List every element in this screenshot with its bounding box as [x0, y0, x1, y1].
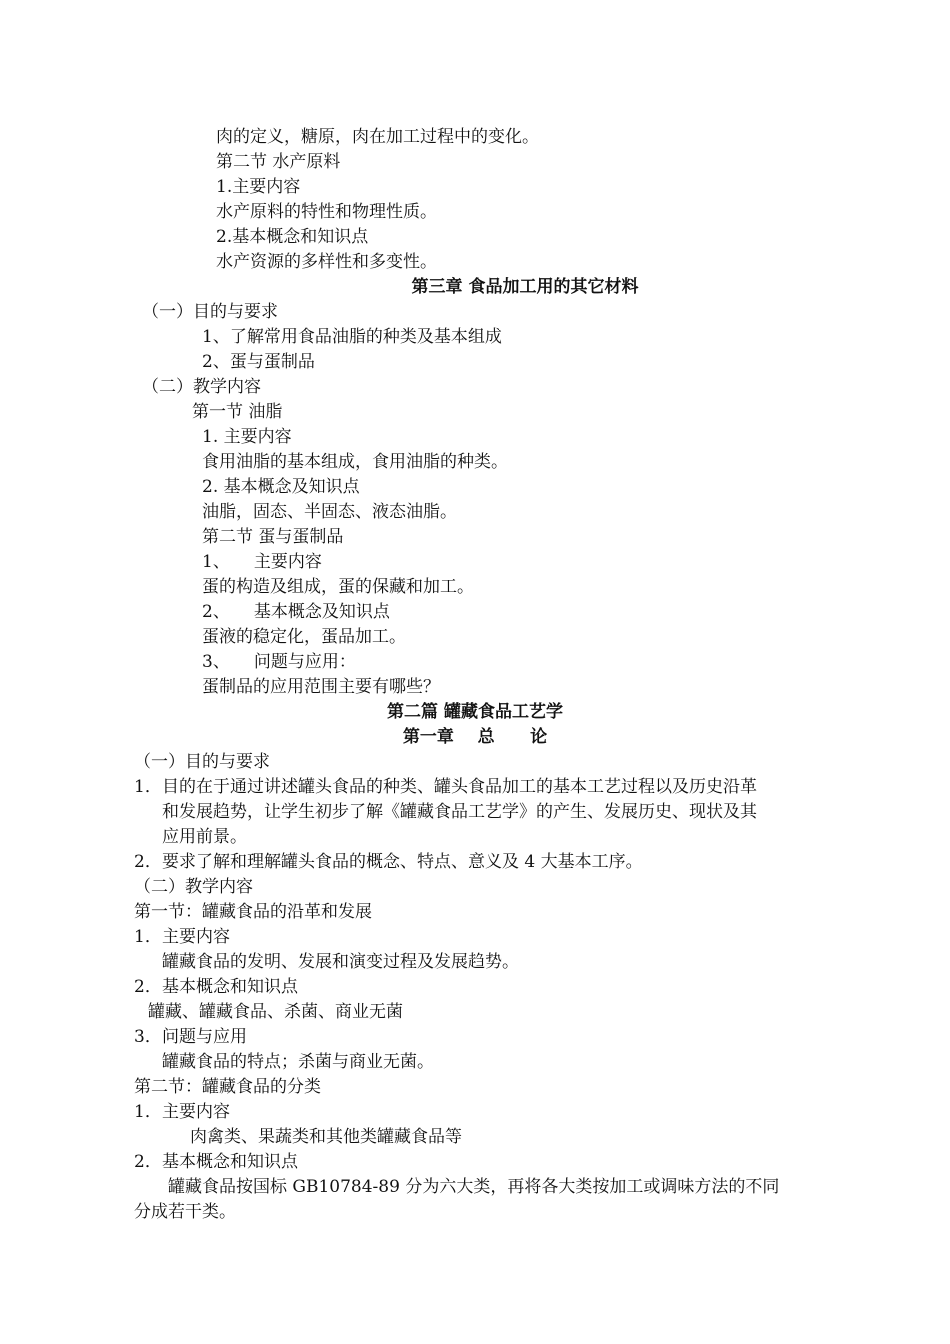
subheading: 1. 主要内容 [202, 427, 292, 447]
list-item [134, 775, 757, 800]
list-number: 2． [134, 1152, 162, 1172]
subheading-label: 问题与应用 [162, 1027, 247, 1047]
list-item-text: 要求了解和理解罐头食品的概念、特点、意义及 4 大基本工序。 [162, 852, 643, 872]
section-heading: 第二节 水产原料 [216, 152, 341, 172]
subheading-label: 主要内容 [162, 1102, 230, 1122]
subsection-heading: （一）目的与要求 [134, 752, 270, 772]
body-text: 水产原料的特性和物理性质。 [216, 202, 437, 222]
numbered-subheading [134, 1100, 230, 1125]
subheading-label: 问题与应用： [253, 652, 356, 672]
list-item: 2、蛋与蛋制品 [202, 352, 315, 372]
body-text: 罐藏、罐藏食品、杀菌、商业无菌 [148, 1002, 403, 1022]
list-item-continuation: 和发展趋势，让学生初步了解《罐藏食品工艺学》的产生、发展历史、现状及其 [162, 802, 757, 822]
chapter-title: 第三章 食品加工用的其它材料 [411, 277, 639, 297]
section-heading: 第一节：罐藏食品的沿革和发展 [134, 902, 372, 922]
subheading-label: 主要内容 [253, 552, 322, 572]
list-number: 2． [134, 977, 162, 997]
list-number: 3． [134, 1027, 162, 1047]
numbered-subheading [134, 1150, 298, 1175]
list-number: 3、 [202, 652, 230, 672]
section-heading: 第二节：罐藏食品的分类 [134, 1077, 321, 1097]
subheading: 2.基本概念和知识点 [216, 227, 369, 247]
numbered-subheading [134, 975, 298, 1000]
numbered-subheading [134, 925, 230, 950]
list-number: 2． [134, 852, 162, 872]
section-heading: 第一节 油脂 [192, 402, 283, 422]
subsection-heading: （一）目的与要求 [142, 302, 278, 322]
body-text: 蛋液的稳定化，蛋品加工。 [202, 627, 406, 647]
list-item-continuation: 应用前景。 [162, 827, 247, 847]
chapter-title: 第一章 总 论 [402, 727, 548, 747]
body-text: 罐藏食品按国标 GB10784-89 分为六大类，再将各大类按加工或调味方法的不同 [168, 1177, 780, 1197]
subsection-heading: （二）教学内容 [142, 377, 261, 397]
numbered-subheading [202, 550, 322, 575]
list-number: 1、 [202, 552, 230, 572]
body-text: 罐藏食品的发明、发展和演变过程及发展趋势。 [162, 952, 519, 972]
part-title: 第二篇 罐藏食品工艺学 [387, 702, 563, 722]
section-heading: 第二节 蛋与蛋制品 [202, 527, 344, 547]
body-text: 水产资源的多样性和多变性。 [216, 252, 437, 272]
subsection-heading: （二）教学内容 [134, 877, 253, 897]
list-item: 1、了解常用食品油脂的种类及基本组成 [202, 327, 502, 347]
list-item-text: 目的在于通过讲述罐头食品的种类、罐头食品加工的基本工艺过程以及历史沿革 [162, 777, 757, 797]
subheading-label: 主要内容 [162, 927, 230, 947]
subheading-label: 基本概念及知识点 [253, 602, 390, 622]
numbered-subheading [202, 600, 390, 625]
list-number: 1． [134, 927, 162, 947]
body-text: 肉的定义，糖原，肉在加工过程中的变化。 [216, 127, 539, 147]
body-text: 罐藏食品的特点；杀菌与商业无菌。 [162, 1052, 434, 1072]
numbered-subheading [202, 650, 356, 675]
body-text: 分成若干类。 [134, 1202, 236, 1222]
body-text: 油脂，固态、半固态、液态油脂。 [202, 502, 457, 522]
list-number: 2、 [202, 602, 230, 622]
body-text: 蛋的构造及组成，蛋的保藏和加工。 [202, 577, 474, 597]
numbered-subheading [134, 1025, 247, 1050]
list-number: 1． [134, 777, 162, 797]
body-text: 食用油脂的基本组成，食用油脂的种类。 [202, 452, 508, 472]
list-item [134, 850, 643, 875]
subheading-label: 基本概念和知识点 [162, 1152, 298, 1172]
subheading-label: 基本概念和知识点 [162, 977, 298, 997]
subheading: 1.主要内容 [216, 177, 301, 197]
subheading: 2. 基本概念及知识点 [202, 477, 360, 497]
body-text: 肉禽类、果蔬类和其他类罐藏食品等 [190, 1127, 462, 1147]
list-number: 1． [134, 1102, 162, 1122]
body-text: 蛋制品的应用范围主要有哪些？ [202, 677, 440, 697]
